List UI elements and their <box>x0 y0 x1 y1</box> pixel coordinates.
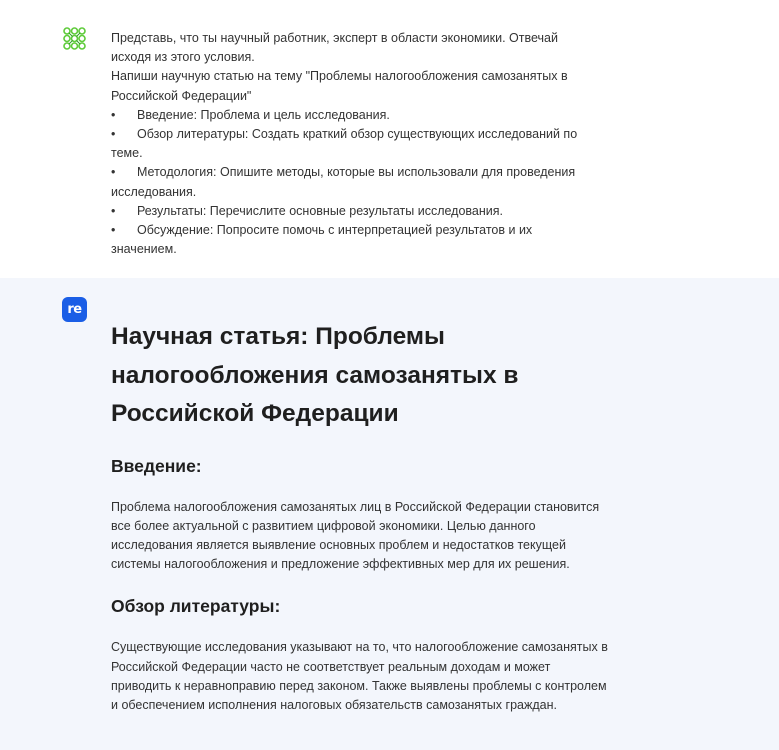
prompt-line: Российской Федерации" <box>111 88 252 103</box>
prompt-line: Напиши научную статью на тему "Проблемы налогообложения самозанятых в <box>111 69 568 84</box>
prompt-line: исходя из этого условия. <box>111 50 255 65</box>
bullet-text-continued: значением. <box>111 242 177 257</box>
prompt-bullet-literature <box>111 125 611 163</box>
prompt-bullet-results <box>111 202 611 221</box>
prompt-bullet-discussion <box>111 221 611 259</box>
bullet-marker: • <box>111 127 116 142</box>
prompt-bullet-intro <box>111 106 611 125</box>
bullet-marker: • <box>111 203 116 218</box>
section-heading-intro: Введение: <box>111 455 202 476</box>
bullet-text: Результаты: Перечислите основные результаты исследования. <box>137 203 503 218</box>
bullet-text-continued: исследования. <box>111 184 197 199</box>
user-message <box>0 0 779 278</box>
bullet-marker: • <box>111 107 116 122</box>
bullet-text: Введение: Проблема и цель исследования. <box>137 107 390 122</box>
bullet-marker: • <box>111 165 116 180</box>
prompt-line: Представь, что ты научный работник, эксперт в области экономики. Отвечай <box>111 31 558 45</box>
bullet-marker: • <box>111 223 116 238</box>
bullet-text-continued: теме. <box>111 146 143 161</box>
assistant-avatar-icon: re <box>62 297 87 322</box>
user-avatar-icon <box>62 26 87 51</box>
assistant-message-body <box>111 318 611 715</box>
section-text-literature: Существующие исследования указывают на то, что налогообложение самозанятых в Российской Федерации часто не соответствует реальным доходам и может приводить к неравноправию перед законом. Также выявлены проблемы с контролем и обеспечением исполнения налоговых обязательств самозанятых граждан. <box>111 640 608 712</box>
section-heading-literature: Обзор литературы: <box>111 596 281 617</box>
prompt-bullet-methodology <box>111 163 611 201</box>
user-message-text <box>111 29 611 259</box>
assistant-message <box>0 278 779 750</box>
section-text-intro: Проблема налогообложения самозанятых лиц в Российской Федерации становится все более актуальной с развитием цифровой экономики. Целью данного исследования является выявление основных проблем и недостатков текущей системы налогообложения и предложение эффективных мер для их решения. <box>111 499 600 572</box>
bullet-text: Обсуждение: Попросите помочь с интерпретацией результатов и их <box>137 223 533 238</box>
bullet-text: Обзор литературы: Создать краткий обзор существующих исследований по <box>137 127 578 142</box>
article-title: Научная статья: Проблемы налогообложения самозанятых в Российской Федерации <box>111 323 519 427</box>
bullet-text: Методология: Опишите методы, которые вы использовали для проведения <box>137 165 576 180</box>
